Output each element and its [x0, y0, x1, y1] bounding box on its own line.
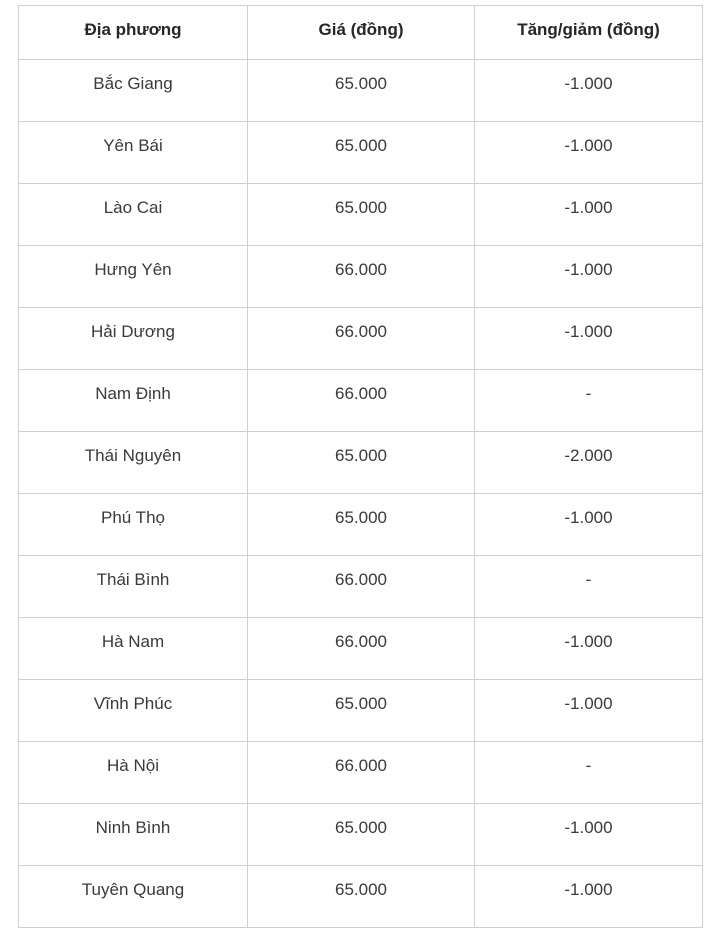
- change-cell: -1.000: [475, 866, 703, 928]
- price-cell: 65.000: [248, 184, 475, 246]
- change-cell: -: [475, 742, 703, 804]
- region-cell: Nam Định: [19, 370, 248, 432]
- change-cell: -1.000: [475, 804, 703, 866]
- change-cell: -: [475, 370, 703, 432]
- price-cell: 65.000: [248, 432, 475, 494]
- price-cell: 66.000: [248, 246, 475, 308]
- region-cell: Thái Bình: [19, 556, 248, 618]
- table-row: [19, 184, 703, 246]
- table-row: [19, 680, 703, 742]
- header-region: Địa phương: [19, 6, 248, 60]
- region-cell: Ninh Bình: [19, 804, 248, 866]
- region-cell: Hưng Yên: [19, 246, 248, 308]
- region-cell: Hà Nội: [19, 742, 248, 804]
- price-cell: 66.000: [248, 370, 475, 432]
- table-row: [19, 494, 703, 556]
- table-body: [19, 60, 703, 928]
- region-cell: Phú Thọ: [19, 494, 248, 556]
- region-cell: Lào Cai: [19, 184, 248, 246]
- table-row: [19, 866, 703, 928]
- price-cell: 66.000: [248, 742, 475, 804]
- change-cell: -1.000: [475, 680, 703, 742]
- table-row: [19, 556, 703, 618]
- table-row: [19, 370, 703, 432]
- table-row: [19, 742, 703, 804]
- region-cell: Hà Nam: [19, 618, 248, 680]
- table-row: [19, 618, 703, 680]
- change-cell: -: [475, 556, 703, 618]
- region-cell: Yên Bái: [19, 122, 248, 184]
- change-cell: -1.000: [475, 60, 703, 122]
- change-cell: -1.000: [475, 184, 703, 246]
- change-cell: -1.000: [475, 618, 703, 680]
- change-cell: -1.000: [475, 246, 703, 308]
- table-row: [19, 804, 703, 866]
- table-row: [19, 432, 703, 494]
- price-cell: 66.000: [248, 308, 475, 370]
- price-cell: 65.000: [248, 804, 475, 866]
- table-row: [19, 246, 703, 308]
- header-change: Tăng/giảm (đồng): [475, 6, 703, 60]
- price-cell: 66.000: [248, 556, 475, 618]
- header-price: Giá (đồng): [248, 6, 475, 60]
- price-cell: 66.000: [248, 618, 475, 680]
- table-header: [19, 6, 703, 60]
- table-row: [19, 308, 703, 370]
- price-cell: 65.000: [248, 60, 475, 122]
- change-cell: -1.000: [475, 494, 703, 556]
- price-cell: 65.000: [248, 866, 475, 928]
- price-cell: 65.000: [248, 122, 475, 184]
- price-table: [18, 5, 703, 928]
- change-cell: -1.000: [475, 308, 703, 370]
- region-cell: Thái Nguyên: [19, 432, 248, 494]
- table-row: [19, 60, 703, 122]
- change-cell: -2.000: [475, 432, 703, 494]
- change-cell: -1.000: [475, 122, 703, 184]
- region-cell: Hải Dương: [19, 308, 248, 370]
- region-cell: Vĩnh Phúc: [19, 680, 248, 742]
- price-cell: 65.000: [248, 494, 475, 556]
- table-row: [19, 122, 703, 184]
- price-cell: 65.000: [248, 680, 475, 742]
- region-cell: Tuyên Quang: [19, 866, 248, 928]
- region-cell: Bắc Giang: [19, 60, 248, 122]
- header-row: [19, 6, 703, 60]
